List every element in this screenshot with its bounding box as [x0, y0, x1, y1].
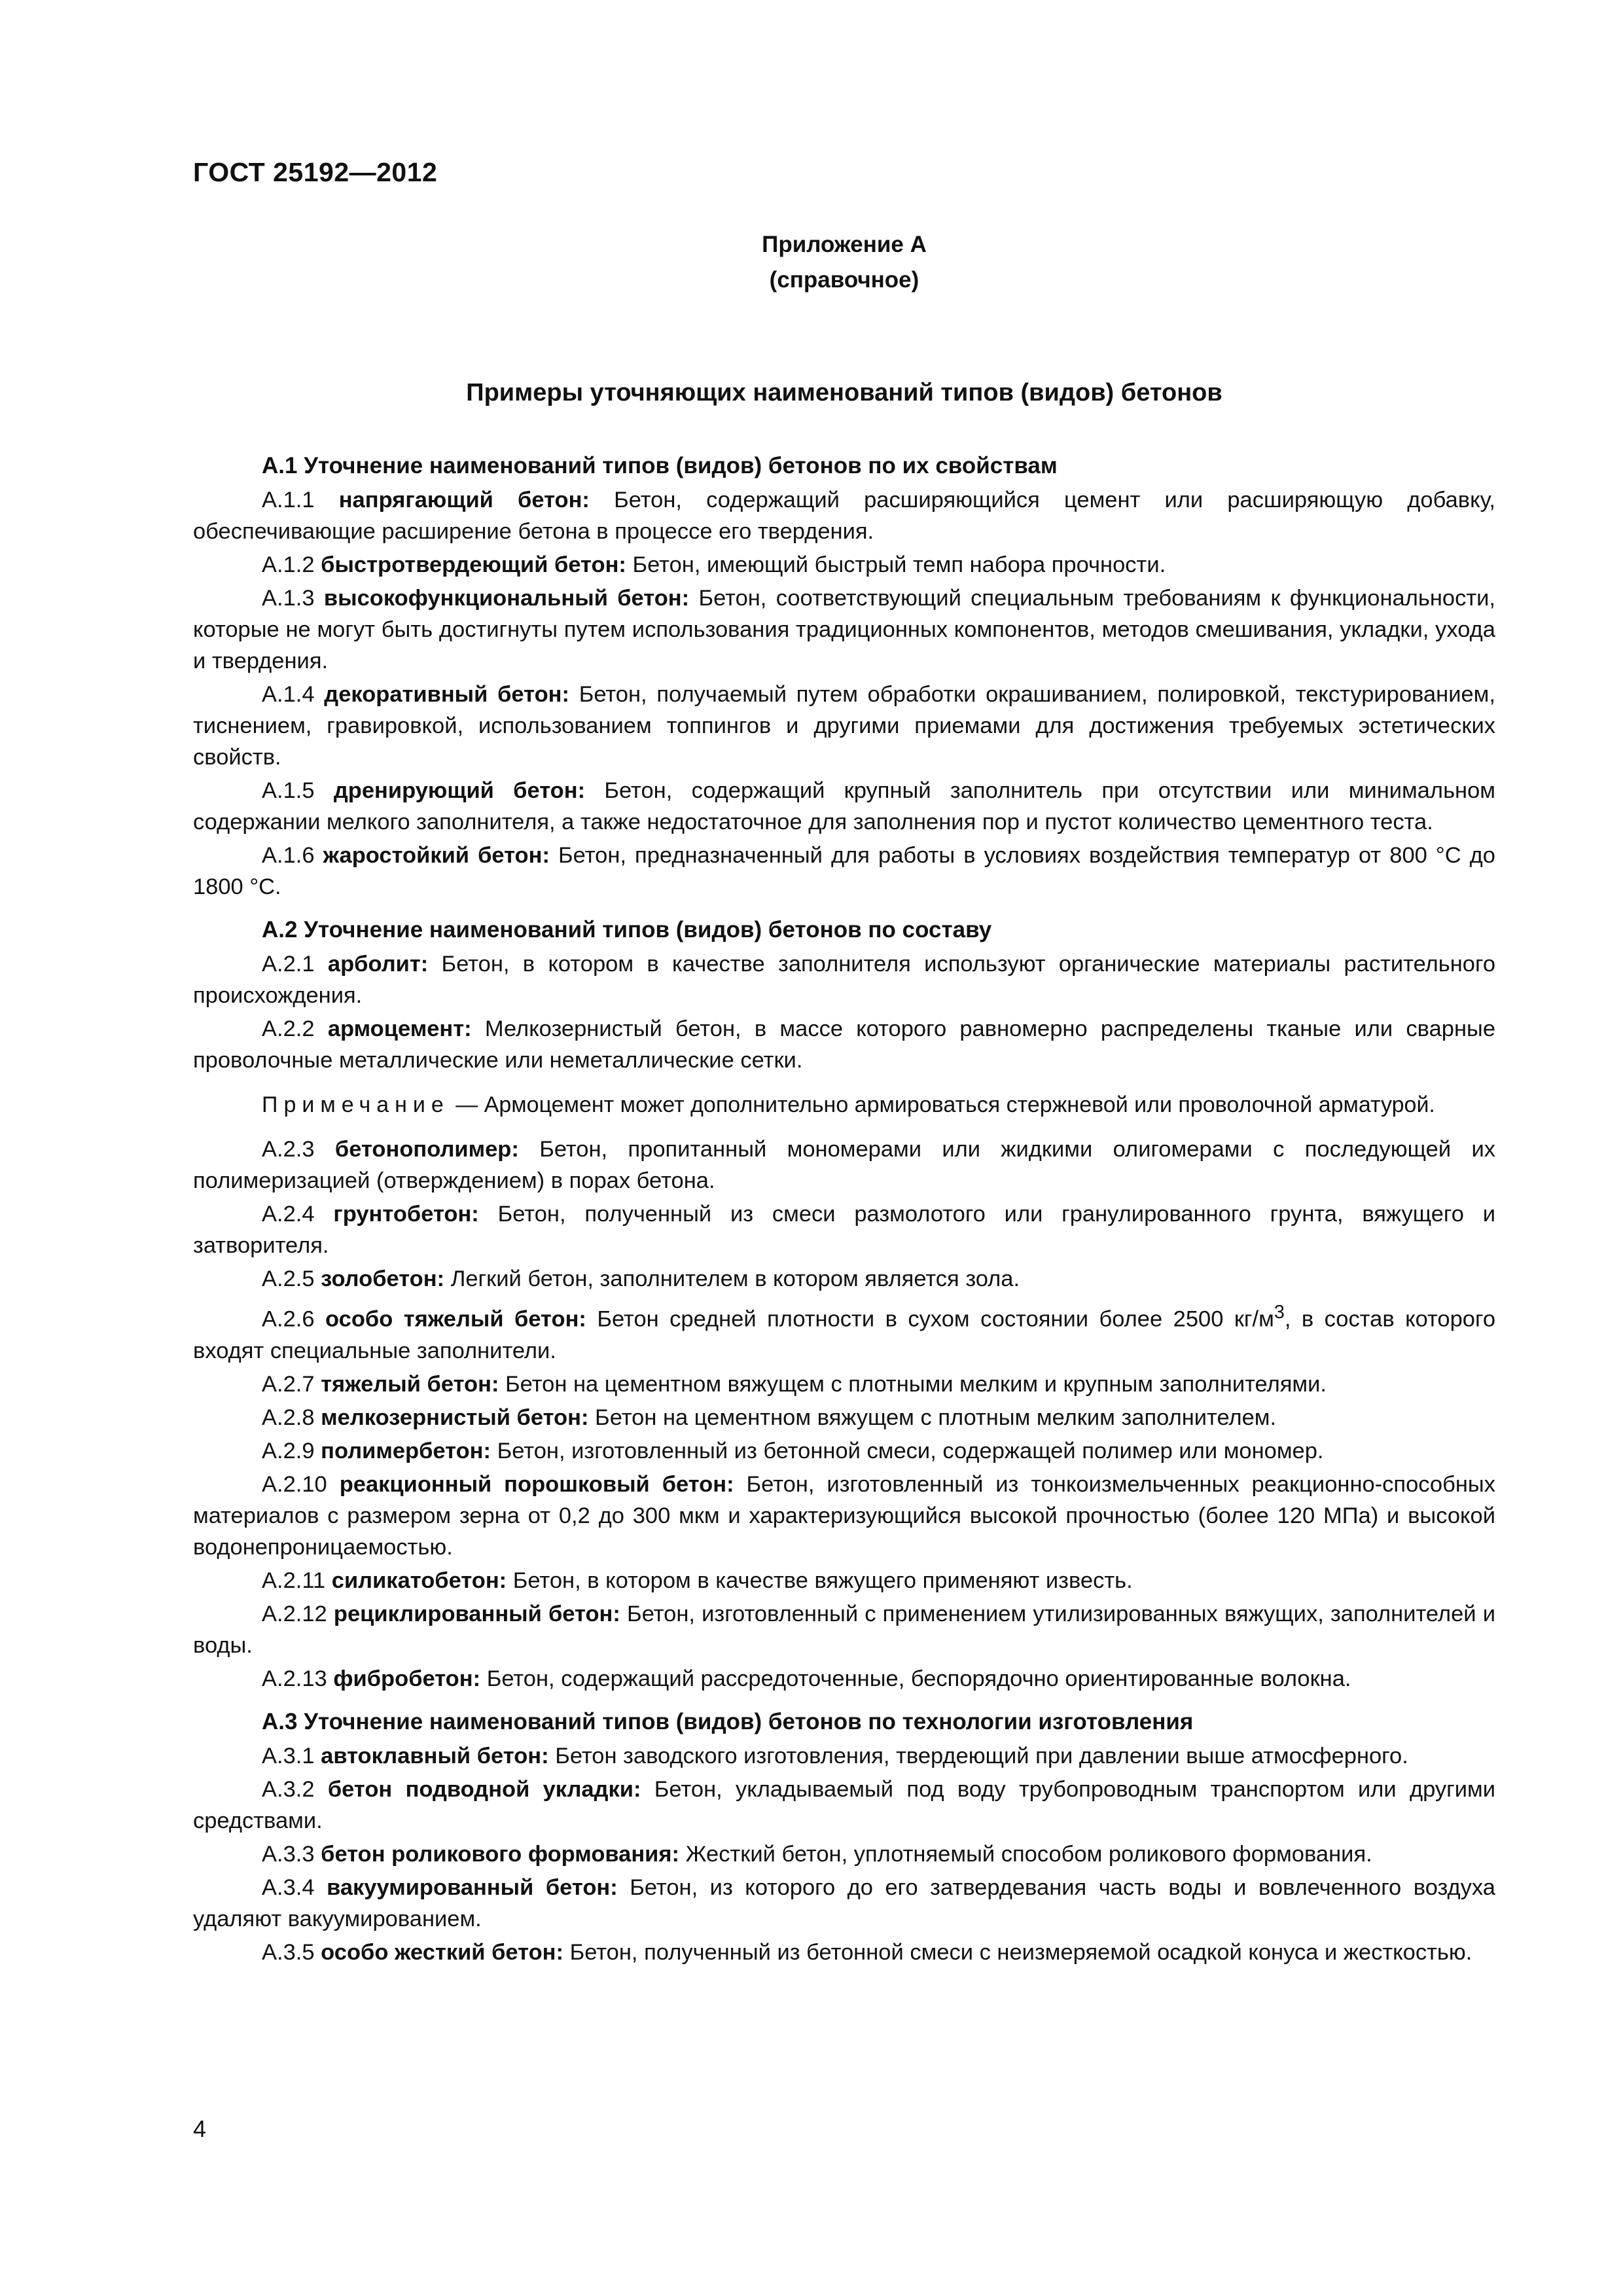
definition: Жесткий бетон, уплотняемый способом роликового формования. — [685, 1841, 1372, 1867]
note-text: — Армоцемент может дополнительно армироваться стержневой или проволочной арматурой. — [455, 1092, 1435, 1117]
definition: Бетон на цементном вяжущем с плотными мелким и крупным заполнителями. — [505, 1371, 1327, 1397]
definition-item: А.1.6 жаростойкий бетон: Бетон, предназначенный для работы в условиях воздействия температур от 800 °С до 1800 °С. — [193, 843, 1495, 899]
section-heading: А.3 Уточнение наименований типов (видов) бетонов по технологии изготовления — [262, 1708, 1194, 1734]
document-code: ГОСТ 25192—2012 — [193, 157, 438, 187]
section-heading: А.1 Уточнение наименований типов (видов) бетонов по их свойствам — [262, 453, 1058, 478]
definition: Бетон, в котором в качестве заполнителя используют органические материалы растительного происхождения. — [193, 952, 1496, 1008]
term: полимербетон: — [321, 1438, 491, 1463]
appendix-title: Примеры уточняющих наименований типов (видов) бетонов — [466, 379, 1222, 406]
definition-item: А.2.10 реакционный порошковый бетон: Бетон, изготовленный из тонкоизмельченных реакционно-способных материалов с размером зерна от 0,2 до 300 мкм и характеризующийся высокой прочностью (более 120 МПа) и высокой водонепроницаемостью. — [193, 1471, 1495, 1560]
definition: Бетон, содержащий рассредоточенные, беспорядочно ориентированные волокна. — [486, 1666, 1351, 1691]
appendix-type: (справочное) — [769, 267, 919, 293]
definition-item: А.3.2 бетон подводной укладки: Бетон, укладываемый под воду трубопроводным транспортом или другими средствами. — [193, 1776, 1495, 1833]
definition: Бетон на цементном вяжущем с плотным мелким заполнителем. — [595, 1405, 1277, 1430]
definition-item: А.3.1 автоклавный бетон: Бетон заводского изготовления, твердеющий при давлении выше атмосферного. — [262, 1743, 1408, 1768]
definition-item: А.1.2 быстротвердеющий бетон: Бетон, имеющий быстрый темп набора прочности. — [262, 552, 1166, 577]
definition: Бетон, изготовленный из тонкоизмельченных реакционно-способных материалов с размером зерна от 0,2 до 300 мкм и характеризующийся высокой прочностью (более 120 МПа) и высокой водонепроницаемостью. — [193, 1471, 1495, 1560]
definition-item: А.3.4 вакуумированный бетон: Бетон, из которого до его затвердевания часть воды и вовлеченного воздуха удаляют вакуумированием. — [193, 1874, 1495, 1931]
definition-item: А.3.5 особо жесткий бетон: Бетон, полученный из бетонной смеси с неизмеряемой осадкой конуса и жесткостью. — [262, 1939, 1472, 1965]
definition-item: А.2.1 арболит: Бетон, в котором в качестве заполнителя используют органические материалы растительного происхождения. — [193, 952, 1496, 1008]
definition: Бетон, получаемый путем обработки окрашиванием, полировкой, текстурированием, тиснением, гравировкой, использованием топпингов и другими приемами для достижения требуемых эстетических свойств. — [193, 682, 1495, 770]
definition-item: А.2.12 рециклированный бетон: Бетон, изготовленный с применением утилизированных вяжущих, заполнителей и воды. — [193, 1601, 1495, 1658]
term: золобетон: — [321, 1266, 445, 1291]
definition: Бетон, предназначенный для работы в условиях воздействия температур от 800 °С до 1800 °С. — [193, 843, 1495, 899]
term: дренирующий бетон: — [333, 778, 586, 803]
term: бетонополимер: — [334, 1137, 519, 1162]
term: реакционный порошковый бетон: — [339, 1471, 734, 1497]
definition: Бетон, в котором в качестве вяжущего применяют известь. — [512, 1568, 1133, 1593]
definition-item: А.1.1 напрягающий бетон: Бетон, содержащий расширяющийся цемент или расширяющую добавку, обеспечивающие расширение бетона в процессе его твердения. — [193, 488, 1495, 544]
term: бетон подводной укладки: — [327, 1776, 641, 1802]
page-number: 4 — [193, 2115, 207, 2142]
term: силикатобетон: — [331, 1568, 507, 1593]
definition-item: А.2.13 фибробетон: Бетон, содержащий рассредоточенные, беспорядочно ориентированные волокна. — [262, 1666, 1351, 1691]
term: особо жесткий бетон: — [321, 1939, 563, 1965]
definition-item: А.1.4 декоративный бетон: Бетон, получаемый путем обработки окрашиванием, полировкой, текстурированием, тиснением, гравировкой, использованием топпингов и другими приемами для достижения требуемых эстетических свойств. — [193, 682, 1495, 770]
definition: Бетон, изготовленный с применением утилизированных вяжущих, заполнителей и воды. — [193, 1601, 1495, 1658]
term: напрягающий бетон: — [338, 488, 590, 512]
definition-item: А.3.3 бетон роликового формования: Жесткий бетон, уплотняемый способом роликового формования. — [262, 1841, 1372, 1867]
term: рециклированный бетон: — [333, 1601, 620, 1626]
section-heading: А.2 Уточнение наименований типов (видов) бетонов по составу — [262, 917, 992, 942]
definition: Бетон, полученный из бетонной смеси с неизмеряемой осадкой конуса и жесткостью. — [569, 1939, 1472, 1965]
term: фибробетон: — [333, 1666, 481, 1691]
term: армоцемент: — [327, 1016, 472, 1041]
term: грунтобетон: — [333, 1202, 479, 1227]
definition-item: А.2.7 тяжелый бетон: Бетон на цементном вяжущем с плотными мелким и крупным заполнителями. — [262, 1371, 1327, 1397]
definition-item: А.2.3 бетонополимер: Бетон, пропитанный мономерами или жидкими олигомерами с последующей их полимеризацией (отверждением) в порах бетона. — [193, 1137, 1495, 1193]
term: вакуумированный бетон: — [327, 1874, 618, 1900]
term: особо тяжелый бетон: — [325, 1306, 586, 1332]
term: тяжелый бетон: — [321, 1371, 499, 1397]
definition: Бетон, содержащий расширяющийся цемент или расширяющую добавку, обеспечивающие расширение бетона в процессе его твердения. — [193, 488, 1495, 544]
definition-item: А.2.8 мелкозернистый бетон: Бетон на цементном вяжущем с плотным мелким заполнителем. — [262, 1405, 1277, 1430]
definition: Бетон, из которого до его затвердевания часть воды и вовлеченного воздуха удаляют вакуумированием. — [193, 1874, 1495, 1931]
definition: Бетон, укладываемый под воду трубопроводным транспортом или другими средствами. — [193, 1776, 1495, 1833]
definition-item: А.2.6 особо тяжелый бетон: Бетон средней плотности в сухом состоянии более 2500 $кг/м^3$, в состав которого входят специальные заполнители. — [193, 1302, 1496, 1363]
definition-item: А.1.3 высокофункциональный бетон: Бетон, соответствующий специальным требованиям к функциональности, которые не могут быть достигнуты путем использования традиционных компонентов, методов смешивания, укладки, ухода и твердения. — [193, 586, 1495, 673]
definition-item: А.2.2 армоцемент: Мелкозернистый бетон, в массе которого равномерно распределены тканые или сварные проволочные металлические или неметаллические сетки. — [193, 1016, 1496, 1073]
note — [193, 1089, 1495, 1121]
appendix-heading — [193, 227, 1495, 298]
definition: Бетон, имеющий быстрый темп набора прочности. — [632, 552, 1166, 577]
definition-item: А.2.9 полимербетон: Бетон, изготовленный из бетонной смеси, содержащей полимер или мономер. — [262, 1438, 1324, 1463]
definition: Бетон, полученный из смеси размолотого или гранулированного грунта, вяжущего и затворителя. — [193, 1202, 1495, 1258]
definition-cont: , в состав которого входят специальные заполнители. — [193, 1306, 1496, 1363]
appendix-label: Приложение А — [762, 232, 927, 257]
term: бетон роликового формования: — [321, 1841, 680, 1867]
term: мелкозернистый бетон: — [321, 1405, 589, 1430]
term: автоклавный бетон: — [321, 1743, 549, 1768]
term: жаростойкий бетон: — [323, 843, 550, 868]
definition-item: А.2.5 золобетон: Легкий бетон, заполнителем в котором является зола. — [262, 1266, 1020, 1291]
note-label: Примечание — [262, 1092, 450, 1117]
definition: Легкий бетон, заполнителем в котором является зола. — [450, 1266, 1020, 1291]
term: декоративный бетон: — [324, 682, 569, 707]
definition: Бетон, содержащий крупный заполнитель при отсутствии или минимальном содержании мелкого заполнителя, а также недостаточное для заполнения пор и пустот количество цементного теста. — [193, 778, 1496, 834]
superscript: 3 — [1274, 1302, 1285, 1323]
term: высокофункциональный бетон: — [323, 586, 690, 611]
document-page — [193, 157, 1495, 1970]
definition: Бетон, изготовленный из бетонной смеси, содержащей полимер или мономер. — [497, 1438, 1324, 1463]
term: быстротвердеющий бетон: — [321, 552, 626, 577]
definition: Мелкозернистый бетон, в массе которого равномерно распределены тканые или сварные проволочные металлические или неметаллические сетки. — [193, 1016, 1496, 1073]
definition-item: А.1.5 дренирующий бетон: Бетон, содержащий крупный заполнитель при отсутствии или минимальном содержании мелкого заполнителя, а также недостаточное для заполнения пор и пустот количество цементного теста. — [193, 778, 1496, 834]
definition-item: А.2.11 силикатобетон: Бетон, в котором в качестве вяжущего применяют известь. — [262, 1568, 1133, 1593]
term: арболит: — [327, 952, 429, 977]
definition-item: А.2.4 грунтобетон: Бетон, полученный из смеси размолотого или гранулированного грунта, вяжущего и затворителя. — [193, 1202, 1495, 1258]
definition: Бетон заводского изготовления, твердеющий при давлении выше атмосферного. — [555, 1743, 1408, 1768]
definition: Бетон, соответствующий специальным требованиям к функциональности, которые не могут быть достигнуты путем использования традиционных компонентов, методов смешивания, укладки, ухода и твердения. — [193, 586, 1495, 673]
definition: Бетон, пропитанный мономерами или жидкими олигомерами с последующей их полимеризацией (отверждением) в порах бетона. — [193, 1137, 1495, 1193]
definition: Бетон средней плотности в сухом состоянии более 2500 кг/м — [597, 1306, 1274, 1332]
